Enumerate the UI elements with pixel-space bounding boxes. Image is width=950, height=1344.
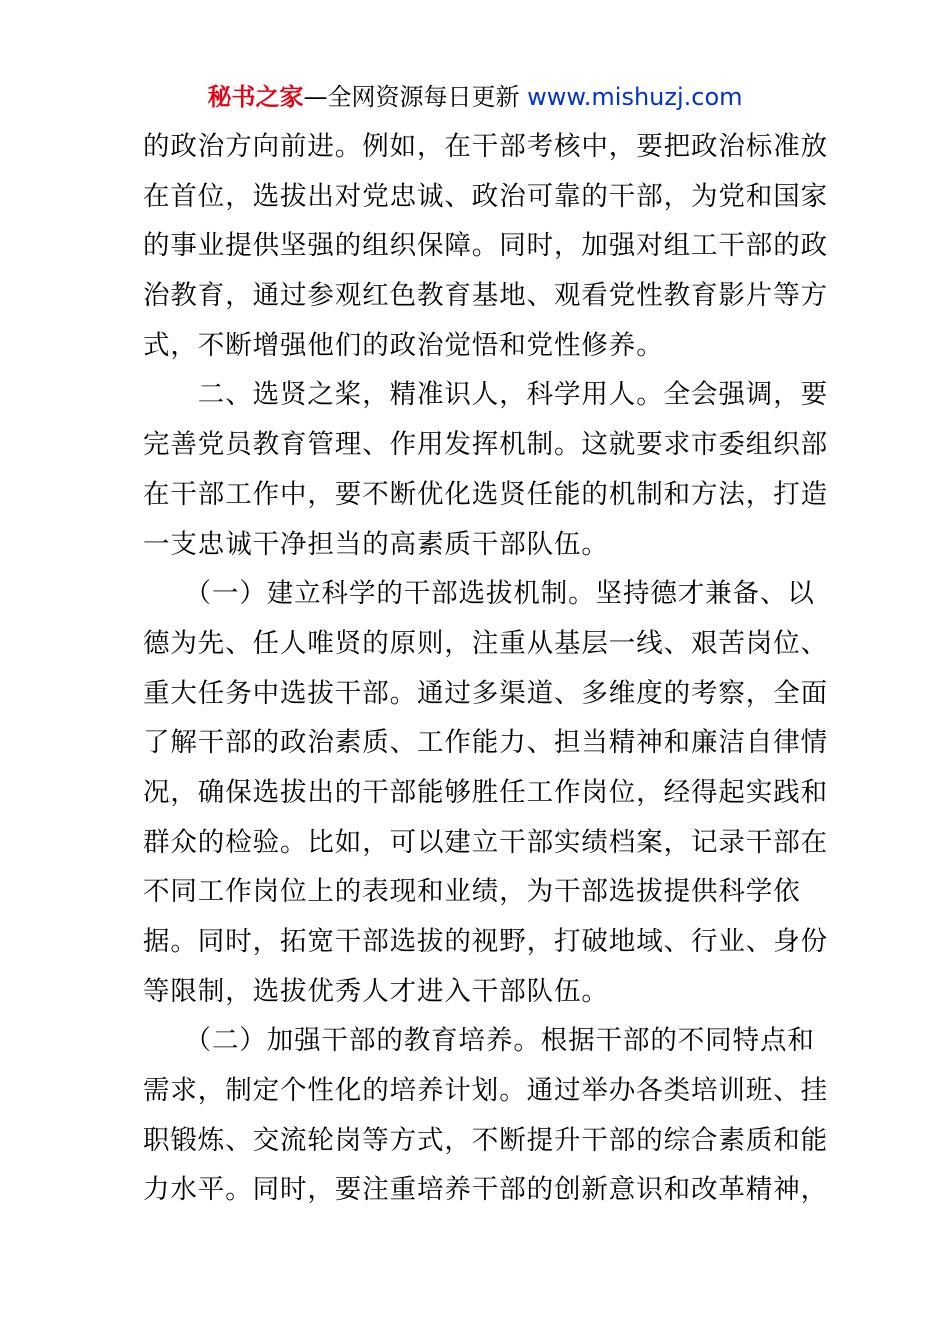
header-tagline: —全网资源每日更新 xyxy=(303,83,520,111)
text-line: 治教育，通过参观红色教育基地、观看党性教育影片等方 xyxy=(143,280,828,312)
text-line: 在干部工作中，要不断优化选贤任能的机制和方法，打造 xyxy=(143,478,828,510)
text-line: 德为先、任人唯贤的原则，注重从基层一线、艰苦岗位、 xyxy=(143,627,828,659)
header-brand: 秘书之家 xyxy=(207,83,304,111)
text-line: 式，不断增强他们的政治觉悟和党性修养。 xyxy=(143,329,664,361)
text-line: （一）建立科学的干部选拔机制。坚持德才兼备、以 xyxy=(143,578,815,610)
text-line: 在首位，选拔出对党忠诚、政治可靠的干部，为党和国家 xyxy=(143,180,828,212)
text-line: 群众的检验。比如，可以建立干部实绩档案，记录干部在 xyxy=(143,826,828,858)
text-line: 等限制，选拔优秀人才进入干部队伍。 xyxy=(143,975,609,1007)
text-line: 据。同时，拓宽干部选拔的视野，打破地域、行业、身份 xyxy=(143,926,828,957)
header-url-link[interactable]: www.mishuzj.com xyxy=(527,83,743,111)
text-line: 需求，制定个性化的培养计划。通过举办各类培训班、挂 xyxy=(143,1075,828,1107)
text-line: 二、选贤之桨，精准识人，科学用人。全会强调，要 xyxy=(143,379,828,411)
text-line: 力水平。同时，要注重培养干部的创新意识和改革精神， xyxy=(143,1174,828,1206)
text-line: 重大任务中选拔干部。通过多渠道、多维度的考察，全面 xyxy=(143,677,828,709)
text-line: 的事业提供坚强的组织保障。同时，加强对组工干部的政 xyxy=(143,230,828,262)
text-line: （二）加强干部的教育培养。根据干部的不同特点和 xyxy=(143,1025,815,1057)
text-line: 一支忠诚干净担当的高素质干部队伍。 xyxy=(143,528,609,560)
text-line: 的政治方向前进。例如，在干部考核中，要把政治标准放 xyxy=(143,131,828,162)
text-line: 不同工作岗位上的表现和业绩，为干部选拔提供科学依 xyxy=(143,876,801,908)
page-header xyxy=(0,80,950,114)
text-line: 职锻炼、交流轮岗等方式，不断提升干部的综合素质和能 xyxy=(143,1124,828,1156)
document-body xyxy=(143,122,828,1215)
text-line: 况，确保选拔出的干部能够胜任工作岗位，经得起实践和 xyxy=(143,776,828,808)
text-line: 了解干部的政治素质、工作能力、担当精神和廉洁自律情 xyxy=(143,727,828,759)
text-line: 完善党员教育管理、作用发挥机制。这就要求市委组织部 xyxy=(143,429,828,461)
